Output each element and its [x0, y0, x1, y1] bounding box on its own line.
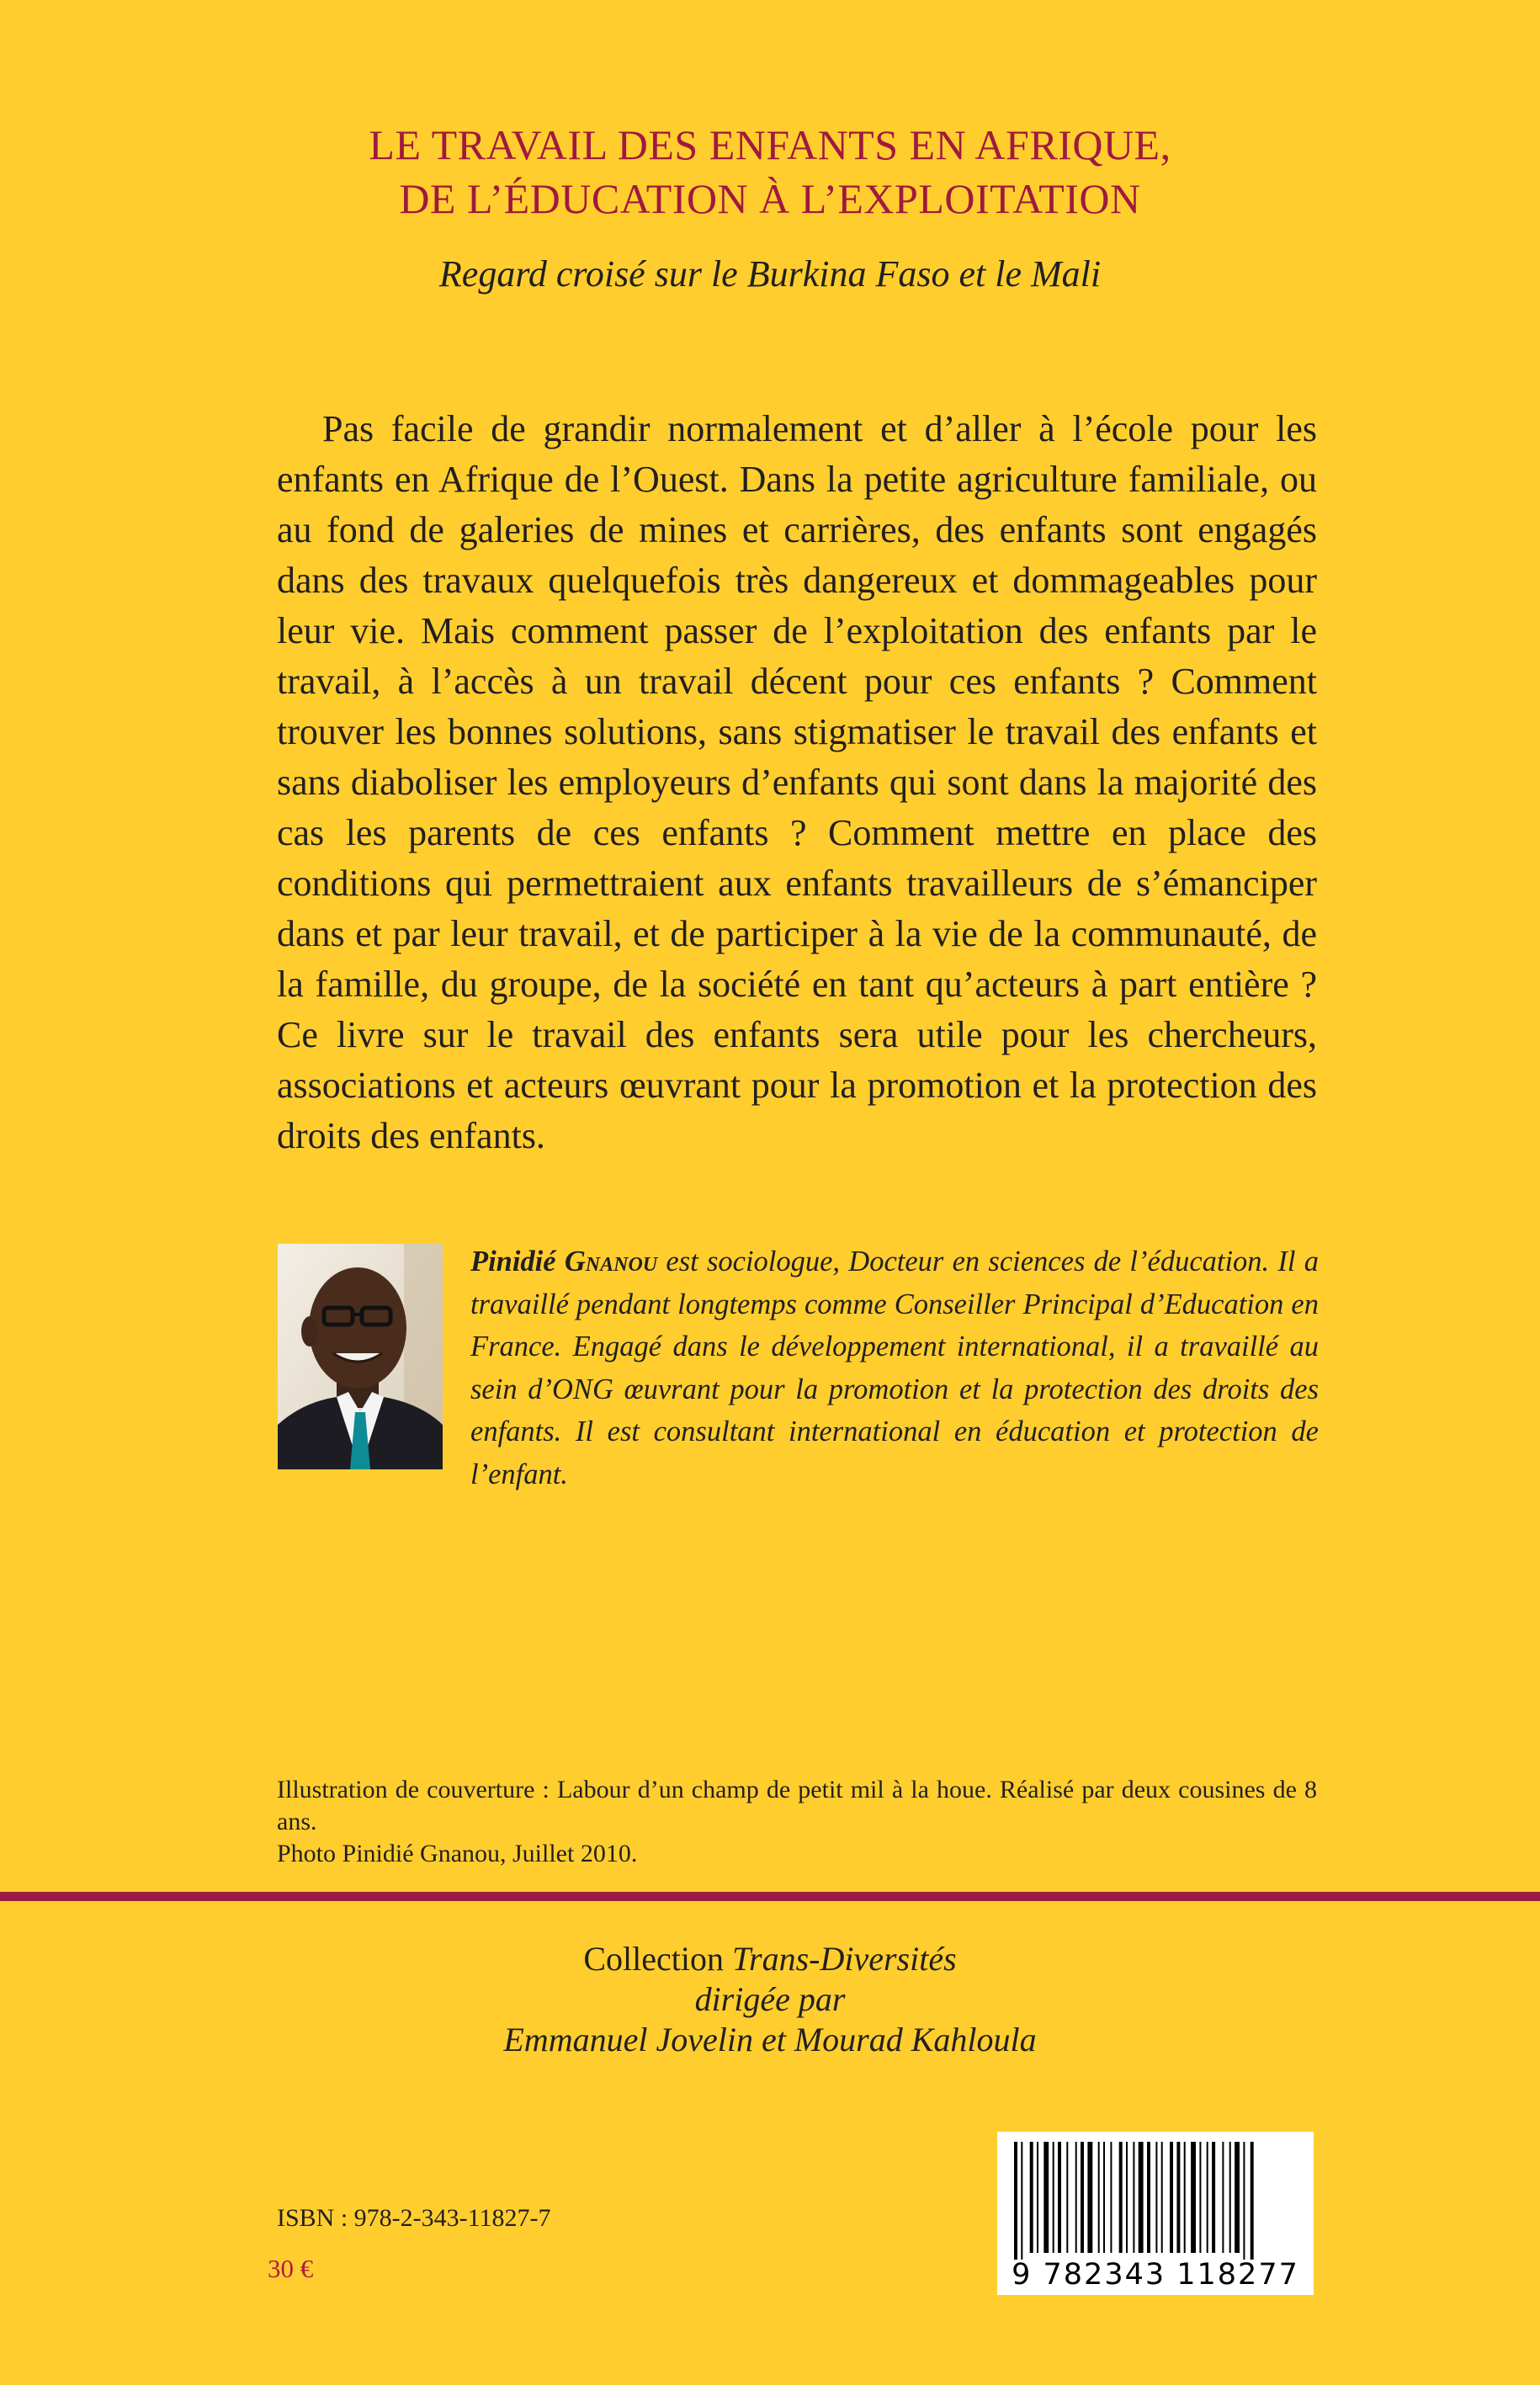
barcode-bar: [1098, 2142, 1100, 2253]
barcode-bar: [1087, 2142, 1092, 2253]
cover-credit-line-1: Illustration de couverture : Labour d’un champ de petit mil à la houe. Réalisé par deux cousines de 8 ans.: [277, 1776, 1317, 1835]
barcode-digits: 9 782343 118277: [1012, 2258, 1299, 2292]
barcode-bar: [1155, 2142, 1157, 2253]
book-title: [0, 118, 1540, 226]
author-bio: [470, 1240, 1319, 1495]
barcode-bar: [1133, 2142, 1134, 2253]
barcode-bar: [1119, 2142, 1123, 2253]
cover-credit-line-2: Photo Pinidié Gnanou, Juillet 2010.: [277, 1840, 638, 1867]
collection-directed-by: dirigée par: [694, 1980, 846, 2018]
author-last-name: Gnanou: [564, 1246, 658, 1277]
barcode-bar: [1043, 2142, 1049, 2253]
collection-name: Trans-Diversités: [731, 1940, 957, 1978]
barcode-bar: [1066, 2142, 1068, 2253]
author-photo: [278, 1244, 443, 1469]
barcode-bar: [1212, 2142, 1215, 2253]
barcode-bar: [1037, 2142, 1038, 2253]
book-subtitle: Regard croisé sur le Burkina Faso et le Mali: [438, 253, 1102, 295]
barcode-bar: [1058, 2142, 1061, 2253]
book-summary: Pas facile de grandir normalement et d’aller à l’école pour les enfants en Afrique de l’Ouest. Dans la petite agriculture familiale, ou au fond de galeries de mines et carrières, des enfants sont engagés dans des travaux quelquefois très dangereux et dommageables pour leur vie. Mais comment passer de l’exploitation des enfants par le travail, à l’accès à un travail décent pour ces enfants ? Comment trouver les bonnes solutions, sans stigmatiser le travail des enfants et sans diaboliser les employeurs d’enfants qui sont dans la majorité des cas les parents de ces enfants ? Comment mettre en place des conditions qui permettraient aux enfants travailleurs de s’émanciper dans et par leur travail, et de participer à la vie de la communauté, de la famille, du groupe, de la société en tant qu’acteurs à part entière ? Ce livre sur le travail des enfants sera utile pour les chercheurs, associations et acteurs œuvrant pour la promotion et la protection des droits des enfants.: [277, 408, 1317, 1156]
barcode-bar: [1191, 2142, 1196, 2253]
cover-credit: [277, 1774, 1317, 1870]
barcode: [997, 2132, 1314, 2295]
barcode-bar: [1235, 2142, 1240, 2253]
collection-label: Collection: [583, 1940, 732, 1978]
barcode-bar: [1147, 2142, 1150, 2253]
barcode-bar: [1251, 2142, 1254, 2260]
barcode-bar: [1139, 2142, 1144, 2253]
barcode-bar: [1170, 2142, 1173, 2253]
barcode-bar: [1243, 2142, 1245, 2260]
book-title-line-2: DE L’ÉDUCATION À L’EXPLOITATION: [399, 175, 1141, 222]
barcode-bar: [1184, 2142, 1186, 2253]
collection-block: [0, 1939, 1540, 2060]
isbn: ISBN : 978-2-343-11827-7: [277, 2204, 551, 2232]
book-title-line-1: LE TRAVAIL DES ENFANTS EN AFRIQUE,: [369, 121, 1171, 168]
price: 30 €: [268, 2254, 314, 2283]
barcode-bar: [1199, 2142, 1201, 2253]
barcode-bar: [1222, 2142, 1224, 2253]
barcode-bar: [1207, 2142, 1208, 2253]
barcode-bar: [1126, 2142, 1128, 2253]
barcode-bar: [1075, 2142, 1077, 2253]
barcode-bar: [1081, 2142, 1084, 2253]
barcode-bar: [1110, 2142, 1112, 2253]
collection-editors: Emmanuel Jovelin et Mourad Kahloula: [503, 2021, 1037, 2058]
barcode-bar: [1021, 2142, 1022, 2260]
barcode-bar: [1176, 2142, 1180, 2253]
divider-rule: [0, 1892, 1540, 1901]
barcode-bar: [1053, 2142, 1054, 2253]
barcode-bar: [1229, 2142, 1231, 2253]
collection-line: [0, 1939, 1540, 1979]
barcode-bar: [1014, 2142, 1017, 2260]
barcode-bar: [1030, 2142, 1033, 2253]
barcode-bar: [1103, 2142, 1105, 2253]
barcode-bar: [1161, 2142, 1163, 2253]
author-first-name: Pinidié: [470, 1246, 556, 1277]
author-bio-text: est sociologue, Docteur en sciences de l’éducation. Il a travaillé pendant longtemps comme Conseiller Principal d’Education en France. Engagé dans le développement international, il a travaillé au sein d’ONG œuvrant pour la promotion et la protection des droits des enfants. Il est consultant international en éducation et protection de l’enfant.: [470, 1246, 1320, 1490]
